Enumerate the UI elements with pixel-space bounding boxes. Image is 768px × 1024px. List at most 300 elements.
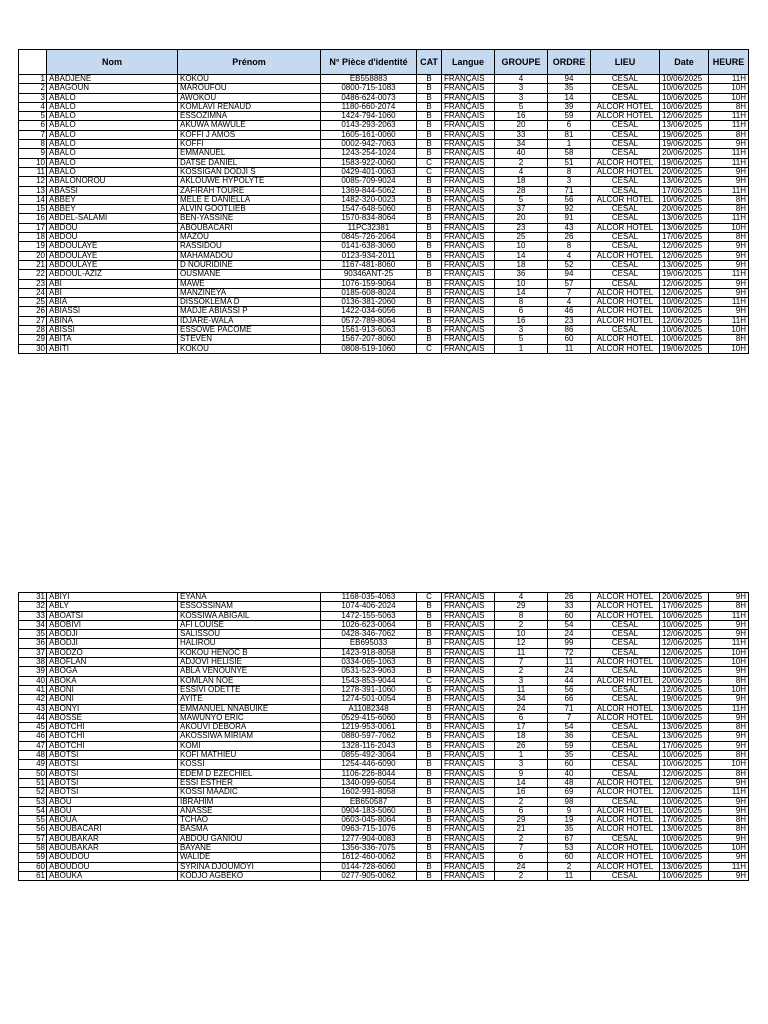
table-row (19, 732, 749, 741)
ordre-cell: 1 (548, 140, 591, 149)
date-cell: 13/06/2025 (660, 260, 709, 269)
table-body-bottom (19, 593, 749, 881)
groupe-cell: 2 (495, 667, 548, 676)
row-number: 54 (19, 806, 47, 815)
lieu-cell: CESAL (591, 871, 660, 880)
langue-cell: FRANÇAIS (442, 167, 495, 176)
table-row (19, 853, 749, 862)
lieu-cell: CESAL (591, 84, 660, 93)
groupe-cell: 4 (495, 167, 548, 176)
prenom-cell: ESSOZIMNA (178, 112, 321, 121)
ordre-cell: 14 (548, 93, 591, 102)
ordre-cell: 71 (548, 704, 591, 713)
table-row (19, 704, 749, 713)
groupe-cell: 3 (495, 676, 548, 685)
langue-cell: FRANÇAIS (442, 223, 495, 232)
groupe-cell: 6 (495, 713, 548, 722)
date-cell: 12/06/2025 (660, 630, 709, 639)
lieu-cell: CESAL (591, 685, 660, 694)
date-cell: 10/06/2025 (660, 307, 709, 316)
prenom-cell: TCHAO (178, 816, 321, 825)
header-lieu: LIEU (591, 50, 660, 75)
heure-cell: 9H (709, 630, 749, 639)
heure-cell: 8H (709, 751, 749, 760)
langue-cell: FRANÇAIS (442, 242, 495, 251)
date-cell: 10/06/2025 (660, 806, 709, 815)
heure-cell: 11H (709, 788, 749, 797)
prenom-cell: AFI LOUISE (178, 620, 321, 629)
lieu-cell: CESAL (591, 270, 660, 279)
cat-cell: B (417, 326, 442, 335)
lieu-cell: ALCOR HOTEL (591, 825, 660, 834)
langue-cell: FRANÇAIS (442, 788, 495, 797)
langue-cell: FRANÇAIS (442, 602, 495, 611)
lieu-cell: ALCOR HOTEL (591, 344, 660, 353)
heure-cell: 8H (709, 233, 749, 242)
cat-cell: B (417, 871, 442, 880)
piece-cell: 1570-834-8064 (321, 214, 417, 223)
row-number: 53 (19, 797, 47, 806)
piece-cell: 1340-099-6054 (321, 778, 417, 787)
date-cell: 17/06/2025 (660, 602, 709, 611)
table-row (19, 834, 749, 843)
table-row (19, 685, 749, 694)
langue-cell: FRANÇAIS (442, 723, 495, 732)
langue-cell: FRANÇAIS (442, 806, 495, 815)
cat-cell: C (417, 593, 442, 602)
groupe-cell: 3 (495, 760, 548, 769)
heure-cell: 11H (709, 75, 749, 84)
heure-cell: 8H (709, 825, 749, 834)
ordre-cell: 2 (548, 862, 591, 871)
row-number: 24 (19, 288, 47, 297)
cat-cell: B (417, 112, 442, 121)
heure-cell: 10H (709, 84, 749, 93)
groupe-cell: 6 (495, 307, 548, 316)
lieu-cell: ALCOR HOTEL (591, 102, 660, 111)
nom-cell: ABBEY (47, 205, 178, 214)
nom-cell: ABOU (47, 806, 178, 815)
ordre-cell: 53 (548, 844, 591, 853)
cat-cell: B (417, 93, 442, 102)
groupe-cell: 3 (495, 84, 548, 93)
groupe-cell: 4 (495, 75, 548, 84)
heure-cell: 11H (709, 270, 749, 279)
groupe-cell: 40 (495, 149, 548, 158)
cat-cell: C (417, 344, 442, 353)
piece-cell: 1167-481-8060 (321, 260, 417, 269)
cat-cell: B (417, 704, 442, 713)
row-number: 55 (19, 816, 47, 825)
lieu-cell: CESAL (591, 751, 660, 760)
ordre-cell: 11 (548, 344, 591, 353)
langue-cell: FRANÇAIS (442, 667, 495, 676)
cat-cell: B (417, 685, 442, 694)
piece-cell: 1219-953-0061 (321, 723, 417, 732)
row-number: 29 (19, 335, 47, 344)
groupe-cell: 2 (495, 871, 548, 880)
langue-cell: FRANÇAIS (442, 695, 495, 704)
langue-cell: FRANÇAIS (442, 732, 495, 741)
table-row (19, 158, 749, 167)
piece-cell: 1168-035-4063 (321, 593, 417, 602)
lieu-cell: ALCOR HOTEL (591, 195, 660, 204)
cat-cell: B (417, 233, 442, 242)
cat-cell: B (417, 844, 442, 853)
date-cell: 10/06/2025 (660, 751, 709, 760)
prenom-cell: ABDOU GANIOU (178, 834, 321, 843)
ordre-cell: 19 (548, 816, 591, 825)
ordre-cell: 35 (548, 825, 591, 834)
nom-cell: ABOTSI (47, 751, 178, 760)
piece-cell: A11082348 (321, 704, 417, 713)
ordre-cell: 52 (548, 260, 591, 269)
heure-cell: 9H (709, 853, 749, 862)
prenom-cell: ANASSE (178, 806, 321, 815)
langue-cell: FRANÇAIS (442, 760, 495, 769)
piece-cell: 0603-045-8064 (321, 816, 417, 825)
table-row (19, 844, 749, 853)
ordre-cell: 6 (548, 121, 591, 130)
table-row (19, 214, 749, 223)
piece-cell: 0880-597-7062 (321, 732, 417, 741)
table-row (19, 639, 749, 648)
prenom-cell: ZAFIRAH TOURE (178, 186, 321, 195)
prenom-cell: MADJE ABIASSI P (178, 307, 321, 316)
registration-table-bottom (18, 592, 749, 881)
cat-cell: B (417, 121, 442, 130)
date-cell: 13/06/2025 (660, 732, 709, 741)
ordre-cell: 59 (548, 112, 591, 121)
date-cell: 17/06/2025 (660, 233, 709, 242)
row-number: 46 (19, 732, 47, 741)
date-cell: 10/06/2025 (660, 195, 709, 204)
table-row (19, 751, 749, 760)
nom-cell: ABOUBAKAR (47, 844, 178, 853)
heure-cell: 8H (709, 335, 749, 344)
heure-cell: 8H (709, 816, 749, 825)
prenom-cell: EMMANUEL NNABUIKE (178, 704, 321, 713)
cat-cell: B (417, 223, 442, 232)
langue-cell: FRANÇAIS (442, 214, 495, 223)
table-row (19, 298, 749, 307)
groupe-cell: 18 (495, 177, 548, 186)
langue-cell: FRANÇAIS (442, 648, 495, 657)
ordre-cell: 57 (548, 279, 591, 288)
cat-cell: B (417, 102, 442, 111)
nom-cell: ABODZO (47, 648, 178, 657)
heure-cell: 10H (709, 760, 749, 769)
row-number: 8 (19, 140, 47, 149)
ordre-cell: 81 (548, 130, 591, 139)
prenom-cell: RASSIDOU (178, 242, 321, 251)
ordre-cell: 35 (548, 751, 591, 760)
row-number: 21 (19, 260, 47, 269)
table-row (19, 723, 749, 732)
ordre-cell: 48 (548, 778, 591, 787)
langue-cell: FRANÇAIS (442, 704, 495, 713)
heure-cell: 8H (709, 769, 749, 778)
date-cell: 19/06/2025 (660, 130, 709, 139)
nom-cell: ABITA (47, 335, 178, 344)
row-number: 58 (19, 844, 47, 853)
cat-cell: B (417, 84, 442, 93)
prenom-cell: KOMLAVI RENAUD (178, 102, 321, 111)
table-row (19, 676, 749, 685)
cat-cell: B (417, 816, 442, 825)
nom-cell: ABALO (47, 112, 178, 121)
table-body-top (19, 75, 749, 354)
heure-cell: 9H (709, 167, 749, 176)
row-number: 28 (19, 326, 47, 335)
row-number: 57 (19, 834, 47, 843)
nom-cell: ABOBIVI (47, 620, 178, 629)
ordre-cell: 24 (548, 667, 591, 676)
nom-cell: ABOGA (47, 667, 178, 676)
piece-cell: 0904-183-5060 (321, 806, 417, 815)
langue-cell: FRANÇAIS (442, 149, 495, 158)
piece-cell: 1278-391-1060 (321, 685, 417, 694)
lieu-cell: CESAL (591, 130, 660, 139)
groupe-cell: 9 (495, 769, 548, 778)
date-cell: 10/06/2025 (660, 93, 709, 102)
piece-cell: 0855-492-3064 (321, 751, 417, 760)
lieu-cell: ALCOR HOTEL (591, 704, 660, 713)
date-cell: 17/06/2025 (660, 186, 709, 195)
prenom-cell: KOFFI J AMOS (178, 130, 321, 139)
groupe-cell: 16 (495, 112, 548, 121)
table-row (19, 871, 749, 880)
lieu-cell: CESAL (591, 140, 660, 149)
nom-cell: ABASSI (47, 186, 178, 195)
heure-cell: 8H (709, 195, 749, 204)
cat-cell: B (417, 695, 442, 704)
cat-cell: B (417, 648, 442, 657)
groupe-cell: 5 (495, 195, 548, 204)
heure-cell: 9H (709, 307, 749, 316)
lieu-cell: CESAL (591, 214, 660, 223)
langue-cell: FRANÇAIS (442, 307, 495, 316)
langue-cell: FRANÇAIS (442, 93, 495, 102)
ordre-cell: 43 (548, 223, 591, 232)
ordre-cell: 9 (548, 806, 591, 815)
groupe-cell: 2 (495, 834, 548, 843)
piece-cell: 1074-406-2024 (321, 602, 417, 611)
ordre-cell: 72 (548, 648, 591, 657)
row-number: 17 (19, 223, 47, 232)
langue-cell: FRANÇAIS (442, 75, 495, 84)
lieu-cell: ALCOR HOTEL (591, 335, 660, 344)
date-cell: 12/06/2025 (660, 769, 709, 778)
nom-cell: ABALO (47, 130, 178, 139)
langue-cell: FRANÇAIS (442, 658, 495, 667)
prenom-cell: BAYANE (178, 844, 321, 853)
cat-cell: B (417, 713, 442, 722)
nom-cell: ABONI (47, 685, 178, 694)
cat-cell: B (417, 251, 442, 260)
cat-cell: B (417, 741, 442, 750)
table-row (19, 667, 749, 676)
groupe-cell: 10 (495, 630, 548, 639)
cat-cell: B (417, 778, 442, 787)
date-cell: 13/06/2025 (660, 723, 709, 732)
piece-cell: 0531-523-9063 (321, 667, 417, 676)
cat-cell: B (417, 751, 442, 760)
cat-cell: B (417, 797, 442, 806)
table-row (19, 788, 749, 797)
langue-cell: FRANÇAIS (442, 121, 495, 130)
heure-cell: 10H (709, 326, 749, 335)
lieu-cell: CESAL (591, 75, 660, 84)
nom-cell: ABALO (47, 149, 178, 158)
groupe-cell: 12 (495, 639, 548, 648)
heure-cell: 11H (709, 639, 749, 648)
ordre-cell: 11 (548, 871, 591, 880)
lieu-cell: CESAL (591, 177, 660, 186)
table-row (19, 177, 749, 186)
row-number: 20 (19, 251, 47, 260)
ordre-cell: 86 (548, 326, 591, 335)
piece-cell: 0144-728-6060 (321, 862, 417, 871)
prenom-cell: EYANA (178, 593, 321, 602)
cat-cell: B (417, 149, 442, 158)
row-number: 23 (19, 279, 47, 288)
langue-cell: FRANÇAIS (442, 751, 495, 760)
row-number: 52 (19, 788, 47, 797)
row-number: 34 (19, 620, 47, 629)
prenom-cell: KOKOU (178, 75, 321, 84)
cat-cell: B (417, 270, 442, 279)
ordre-cell: 46 (548, 307, 591, 316)
row-number: 13 (19, 186, 47, 195)
heure-cell: 9H (709, 741, 749, 750)
ordre-cell: 99 (548, 639, 591, 648)
nom-cell: ABALO (47, 140, 178, 149)
cat-cell: B (417, 639, 442, 648)
lieu-cell: CESAL (591, 149, 660, 158)
nom-cell: ABOTCHI (47, 741, 178, 750)
date-cell: 13/06/2025 (660, 177, 709, 186)
cat-cell: B (417, 658, 442, 667)
table-row (19, 648, 749, 657)
heure-cell: 11H (709, 611, 749, 620)
heure-cell: 8H (709, 130, 749, 139)
ordre-cell: 11 (548, 658, 591, 667)
row-number: 32 (19, 602, 47, 611)
ordre-cell: 60 (548, 760, 591, 769)
langue-cell: FRANÇAIS (442, 834, 495, 843)
heure-cell: 10H (709, 844, 749, 853)
lieu-cell: CESAL (591, 233, 660, 242)
date-cell: 12/06/2025 (660, 112, 709, 121)
lieu-cell: CESAL (591, 797, 660, 806)
ordre-cell: 67 (548, 834, 591, 843)
ordre-cell: 54 (548, 723, 591, 732)
groupe-cell: 4 (495, 593, 548, 602)
groupe-cell: 6 (495, 806, 548, 815)
row-number: 15 (19, 205, 47, 214)
langue-cell: FRANÇAIS (442, 335, 495, 344)
nom-cell: ABIASSI (47, 307, 178, 316)
date-cell: 10/06/2025 (660, 853, 709, 862)
langue-cell: FRANÇAIS (442, 620, 495, 629)
groupe-cell: 5 (495, 102, 548, 111)
table-row (19, 658, 749, 667)
nom-cell: ABBEY (47, 195, 178, 204)
row-number: 9 (19, 149, 47, 158)
nom-cell: ABOUKA (47, 871, 178, 880)
piece-cell: EB695033 (321, 639, 417, 648)
cat-cell: B (417, 602, 442, 611)
date-cell: 10/06/2025 (660, 713, 709, 722)
cat-cell: B (417, 288, 442, 297)
date-cell: 12/06/2025 (660, 648, 709, 657)
date-cell: 20/06/2025 (660, 676, 709, 685)
nom-cell: ABAGOUN (47, 84, 178, 93)
nom-cell: ABOFLAN (47, 658, 178, 667)
nom-cell: ABOUA (47, 816, 178, 825)
groupe-cell: 1 (495, 344, 548, 353)
prenom-cell: BASMA (178, 825, 321, 834)
prenom-cell: KOKOU HENOC B (178, 648, 321, 657)
lieu-cell: ALCOR HOTEL (591, 112, 660, 121)
piece-cell: 1561-913-6063 (321, 326, 417, 335)
date-cell: 12/06/2025 (660, 639, 709, 648)
piece-cell: 0428-346-7062 (321, 630, 417, 639)
langue-cell: FRANÇAIS (442, 84, 495, 93)
cat-cell: B (417, 667, 442, 676)
nom-cell: ABDOULAYE (47, 242, 178, 251)
nom-cell: ABLY (47, 602, 178, 611)
groupe-cell: 37 (495, 205, 548, 214)
table-row (19, 307, 749, 316)
lieu-cell: CESAL (591, 732, 660, 741)
lieu-cell: CESAL (591, 279, 660, 288)
prenom-cell: KOSSIWA ABIGAIL (178, 611, 321, 620)
table-row (19, 279, 749, 288)
header-langue: Langue (442, 50, 495, 75)
table-row (19, 344, 749, 353)
groupe-cell: 23 (495, 223, 548, 232)
nom-cell: ABINA (47, 316, 178, 325)
piece-cell: 0800-715-1083 (321, 84, 417, 93)
table-row (19, 75, 749, 84)
date-cell: 13/06/2025 (660, 223, 709, 232)
piece-cell: 1482-320-0023 (321, 195, 417, 204)
groupe-cell: 2 (495, 797, 548, 806)
date-cell: 20/06/2025 (660, 167, 709, 176)
lieu-cell: CESAL (591, 630, 660, 639)
lieu-cell: ALCOR HOTEL (591, 853, 660, 862)
heure-cell: 9H (709, 140, 749, 149)
prenom-cell: ESSIVI ODETTE (178, 685, 321, 694)
piece-cell: 1612-460-0062 (321, 853, 417, 862)
nom-cell: ABALO (47, 102, 178, 111)
heure-cell: 9H (709, 260, 749, 269)
piece-cell: 1277-904-0083 (321, 834, 417, 843)
cat-cell: B (417, 186, 442, 195)
lieu-cell: ALCOR HOTEL (591, 844, 660, 853)
date-cell: 10/06/2025 (660, 298, 709, 307)
nom-cell: ABALO (47, 167, 178, 176)
langue-cell: FRANÇAIS (442, 816, 495, 825)
langue-cell: FRANÇAIS (442, 741, 495, 750)
row-number: 19 (19, 242, 47, 251)
langue-cell: FRANÇAIS (442, 344, 495, 353)
prenom-cell: ESSOWE PACOME (178, 326, 321, 335)
prenom-cell: AKLOUWE HYPOLYTE (178, 177, 321, 186)
row-number: 59 (19, 853, 47, 862)
